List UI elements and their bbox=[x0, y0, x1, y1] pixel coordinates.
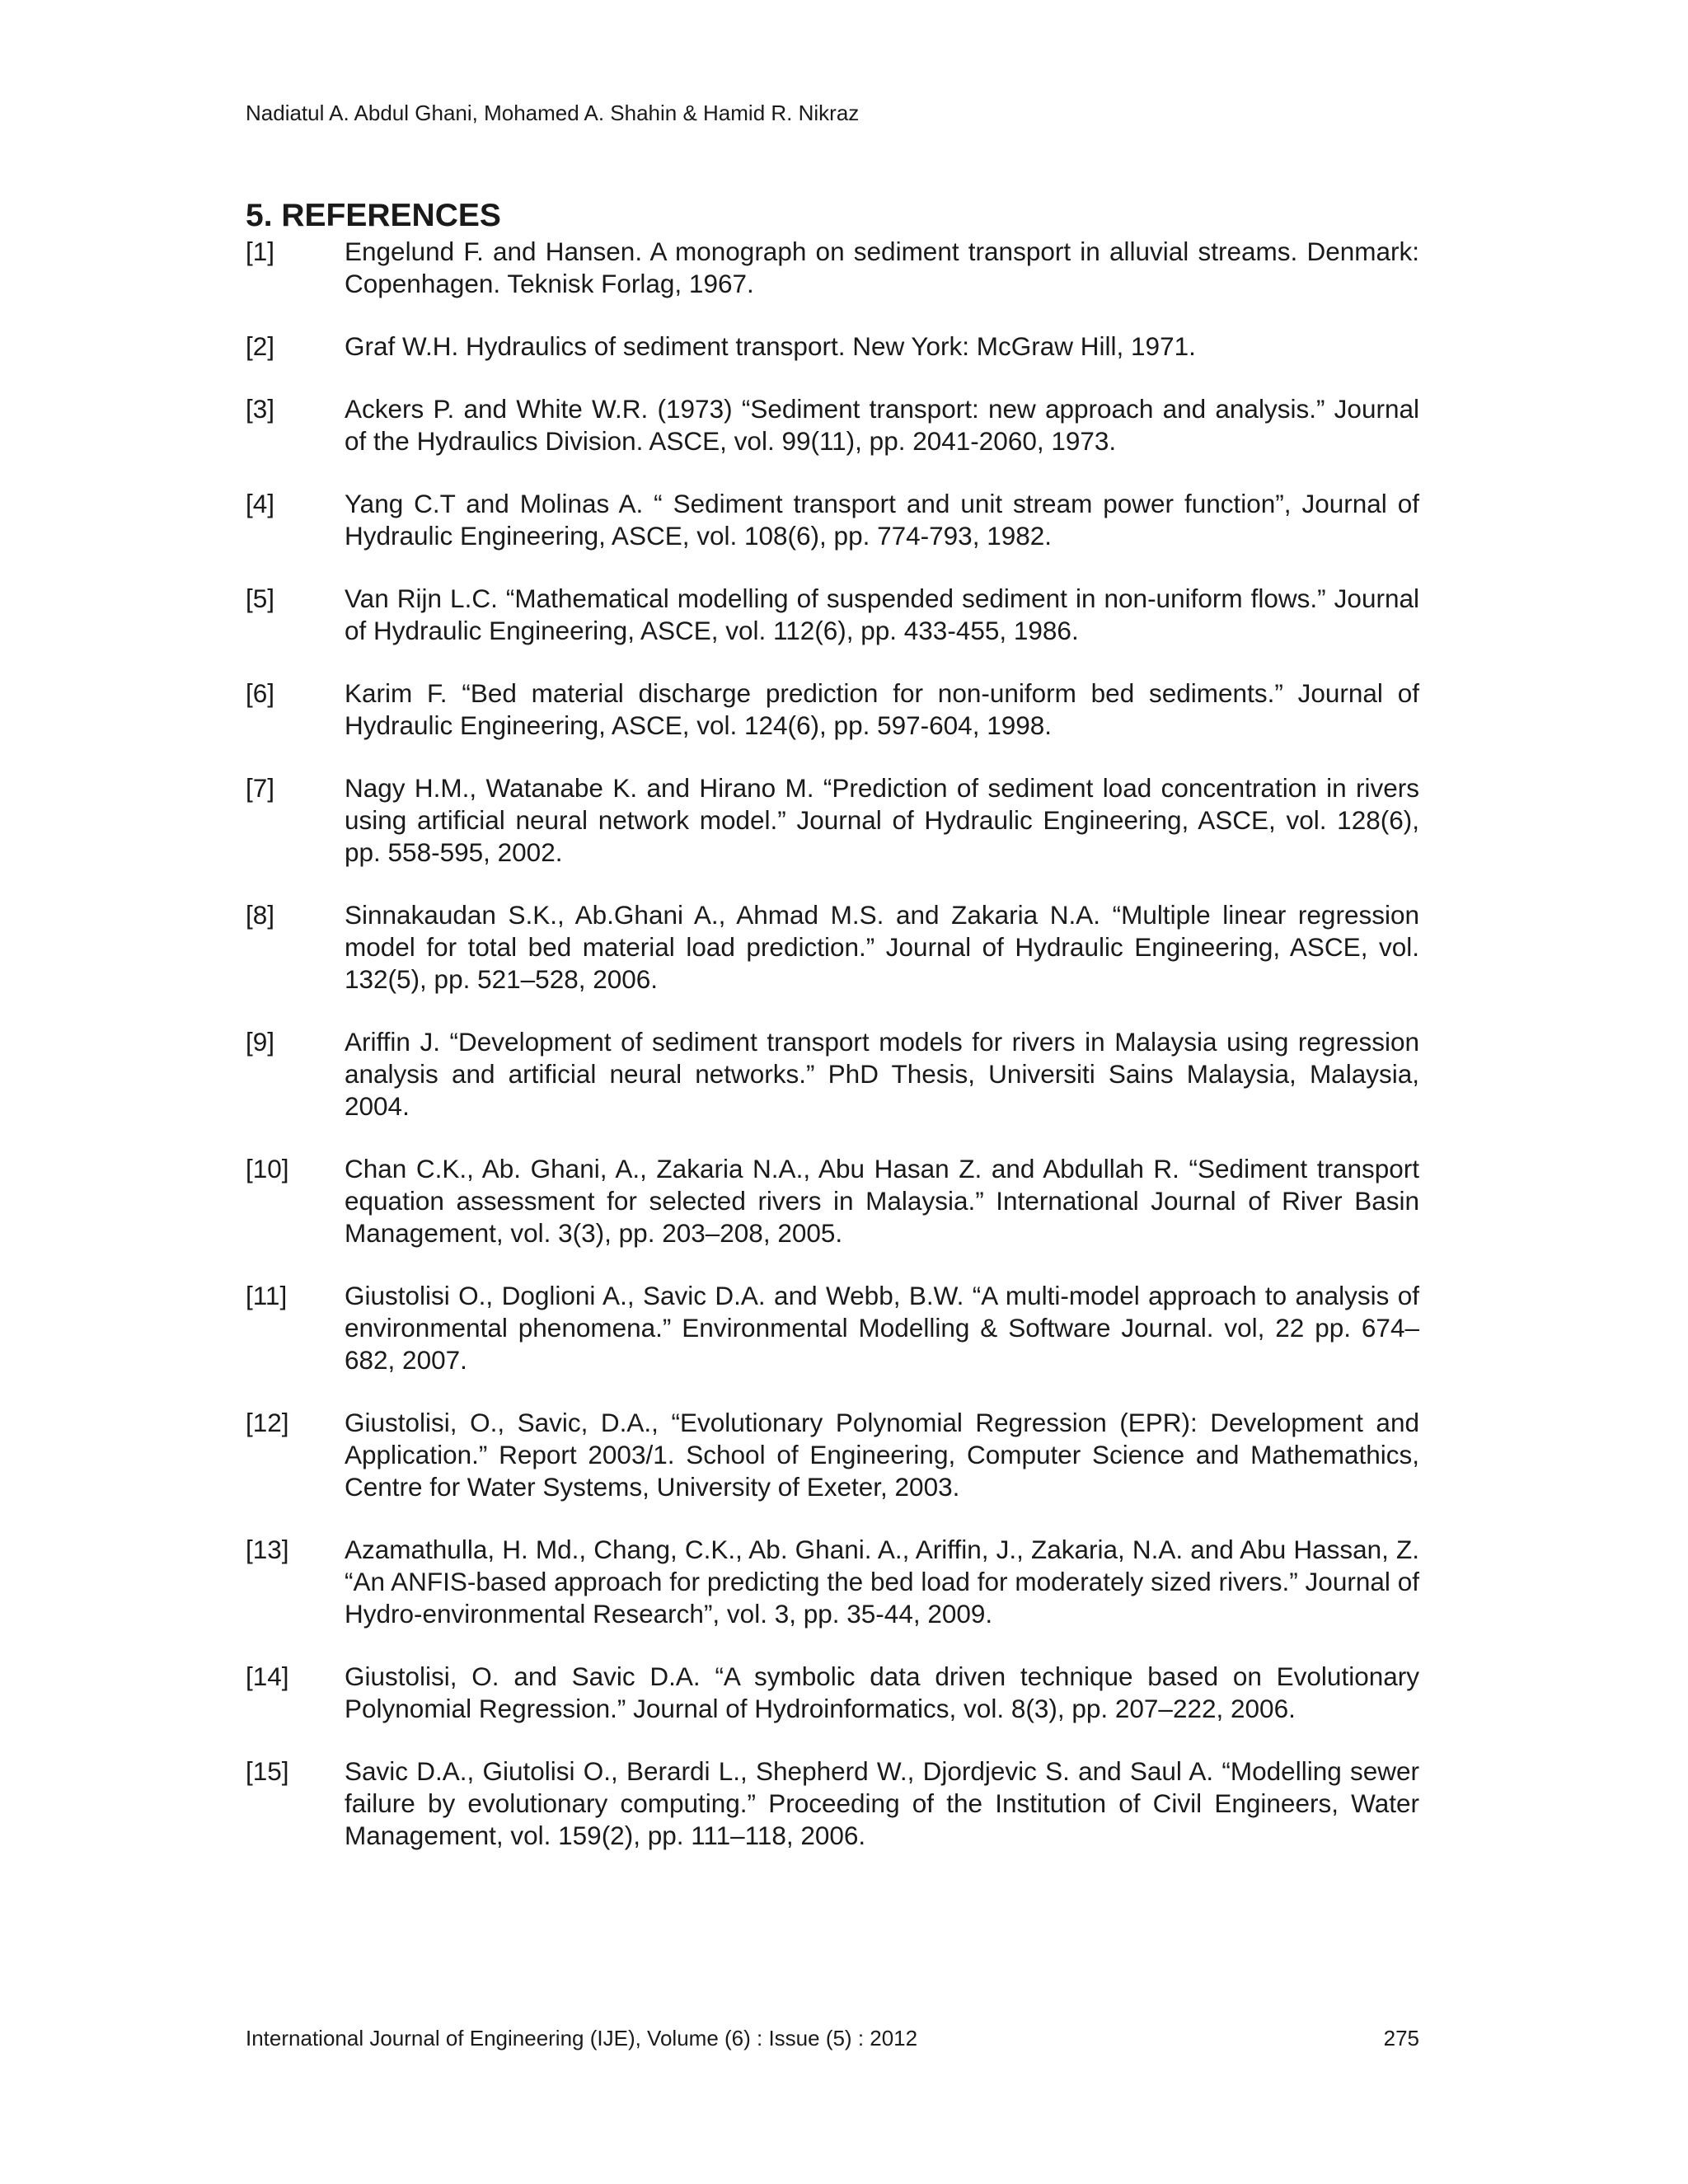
reference-item bbox=[246, 1661, 1419, 1725]
reference-item bbox=[246, 1153, 1419, 1249]
reference-text: Giustolisi O., Doglioni A., Savic D.A. and Webb, B.W. “A multi-model approach to analysis of environmental phenomena.” Environmental Modelling & Software Journal. vol, 22 pp. 674–682, 2007. bbox=[345, 1281, 1419, 1375]
reference-text: Giustolisi, O., Savic, D.A., “Evolutionary Polynomial Regression (EPR): Development and Application.” Report 2003/1. School of Engineering, Computer Science and Mathemathics, Centre for Water Systems, University of Exeter, 2003. bbox=[345, 1408, 1419, 1502]
reference-text: Van Rijn L.C. “Mathematical modelling of suspended sediment in non-uniform flows.” Journal of Hydraulic Engineering, ASCE, vol. 112(6), pp. 433-455, 1986. bbox=[345, 583, 1419, 645]
reference-item bbox=[246, 236, 1419, 300]
reference-item bbox=[246, 1534, 1419, 1630]
reference-number: [8] bbox=[246, 900, 275, 930]
reference-number: [3] bbox=[246, 394, 275, 424]
reference-text: Engelund F. and Hansen. A monograph on sediment transport in alluvial streams. Denmark: Copenhagen. Teknisk Forlag, 1967. bbox=[345, 237, 1419, 298]
reference-item bbox=[246, 488, 1419, 552]
reference-text: Giustolisi, O. and Savic D.A. “A symbolic data driven technique based on Evolutionary Polynomial Regression.” Journal of Hydroinformatics, vol. 8(3), pp. 207–222, 2006. bbox=[345, 1661, 1419, 1723]
reference-text: Graf W.H. Hydraulics of sediment transport. New York: McGraw Hill, 1971. bbox=[345, 331, 1196, 361]
reference-item bbox=[246, 1755, 1419, 1852]
reference-text: Karim F. “Bed material discharge prediction for non-uniform bed sediments.” Journal of Hydraulic Engineering, ASCE, vol. 124(6), pp. 597-604, 1998. bbox=[345, 678, 1419, 740]
reference-item bbox=[246, 1280, 1419, 1376]
reference-text: Yang C.T and Molinas A. “ Sediment transport and unit stream power function”, Journal of Hydraulic Engineering, ASCE, vol. 108(6), pp. 774-793, 1982. bbox=[345, 489, 1419, 551]
section-title: 5. REFERENCES bbox=[246, 198, 501, 233]
reference-number: [13] bbox=[246, 1535, 289, 1564]
reference-number: [6] bbox=[246, 678, 275, 708]
reference-number: [11] bbox=[246, 1281, 288, 1310]
reference-number: [4] bbox=[246, 489, 275, 518]
page-number: 275 bbox=[1383, 2026, 1419, 2050]
reference-number: [14] bbox=[246, 1661, 289, 1691]
reference-item bbox=[246, 1026, 1419, 1122]
running-footer bbox=[246, 2024, 1419, 2052]
reference-text: Ariffin J. “Development of sediment transport models for rivers in Malaysia using regression analysis and artificial neural networks.” PhD Thesis, Universiti Sains Malaysia, Malaysia, 2004. bbox=[345, 1027, 1419, 1121]
reference-item bbox=[246, 772, 1419, 869]
reference-item bbox=[246, 1407, 1419, 1503]
reference-text: Ackers P. and White W.R. (1973) “Sediment transport: new approach and analysis.” Journal of the Hydraulics Division. ASCE, vol. 99(11), pp. 2041-2060, 1973. bbox=[345, 394, 1419, 456]
reference-list bbox=[246, 236, 1419, 1882]
reference-text: Nagy H.M., Watanabe K. and Hirano M. “Prediction of sediment load concentration in rivers using artificial neural network model.” Journal of Hydraulic Engineering, ASCE, vol. 128(6), pp. 558-595, 2002. bbox=[345, 773, 1419, 867]
reference-text: Azamathulla, H. Md., Chang, C.K., Ab. Ghani. A., Ariffin, J., Zakaria, N.A. and Abu Hassan, Z. “An ANFIS-based approach for predicting the bed load for moderately sized rivers.” Journal of Hydro-environmental Research”, vol. 3, pp. 35-44, 2009. bbox=[345, 1535, 1419, 1629]
running-header: Nadiatul A. Abdul Ghani, Mohamed A. Shahin & Hamid R. Nikraz bbox=[246, 101, 860, 125]
reference-number: [7] bbox=[246, 773, 275, 803]
reference-number: [2] bbox=[246, 331, 275, 361]
reference-item bbox=[246, 393, 1419, 457]
reference-number: [9] bbox=[246, 1027, 275, 1057]
reference-number: [12] bbox=[246, 1408, 289, 1437]
reference-number: [5] bbox=[246, 583, 275, 613]
reference-text: Sinnakaudan S.K., Ab.Ghani A., Ahmad M.S. and Zakaria N.A. “Multiple linear regression model for total bed material load prediction.” Journal of Hydraulic Engineering, ASCE, vol. 132(5), pp. 521–528, 2006. bbox=[345, 900, 1419, 994]
reference-item bbox=[246, 583, 1419, 647]
reference-text: Savic D.A., Giutolisi O., Berardi L., Shepherd W., Djordjevic S. and Saul A. “Modelling sewer failure by evolutionary computing.” Proceeding of the Institution of Civil Engineers, Water Management, vol. 159(2), pp. 111–118, 2006. bbox=[345, 1756, 1419, 1850]
reference-number: [15] bbox=[246, 1756, 289, 1786]
reference-text: Chan C.K., Ab. Ghani, A., Zakaria N.A., Abu Hasan Z. and Abdullah R. “Sediment transport equation assessment for selected rivers in Malaysia.” International Journal of River Basin Management, vol. 3(3), pp. 203–208, 2005. bbox=[345, 1154, 1419, 1248]
reference-item bbox=[246, 899, 1419, 996]
footer-journal: International Journal of Engineering (IJE), Volume (6) : Issue (5) : 2012 bbox=[246, 2026, 918, 2050]
reference-number: [1] bbox=[246, 237, 275, 266]
reference-item bbox=[246, 677, 1419, 742]
reference-item bbox=[246, 330, 1419, 363]
reference-number: [10] bbox=[246, 1154, 289, 1183]
